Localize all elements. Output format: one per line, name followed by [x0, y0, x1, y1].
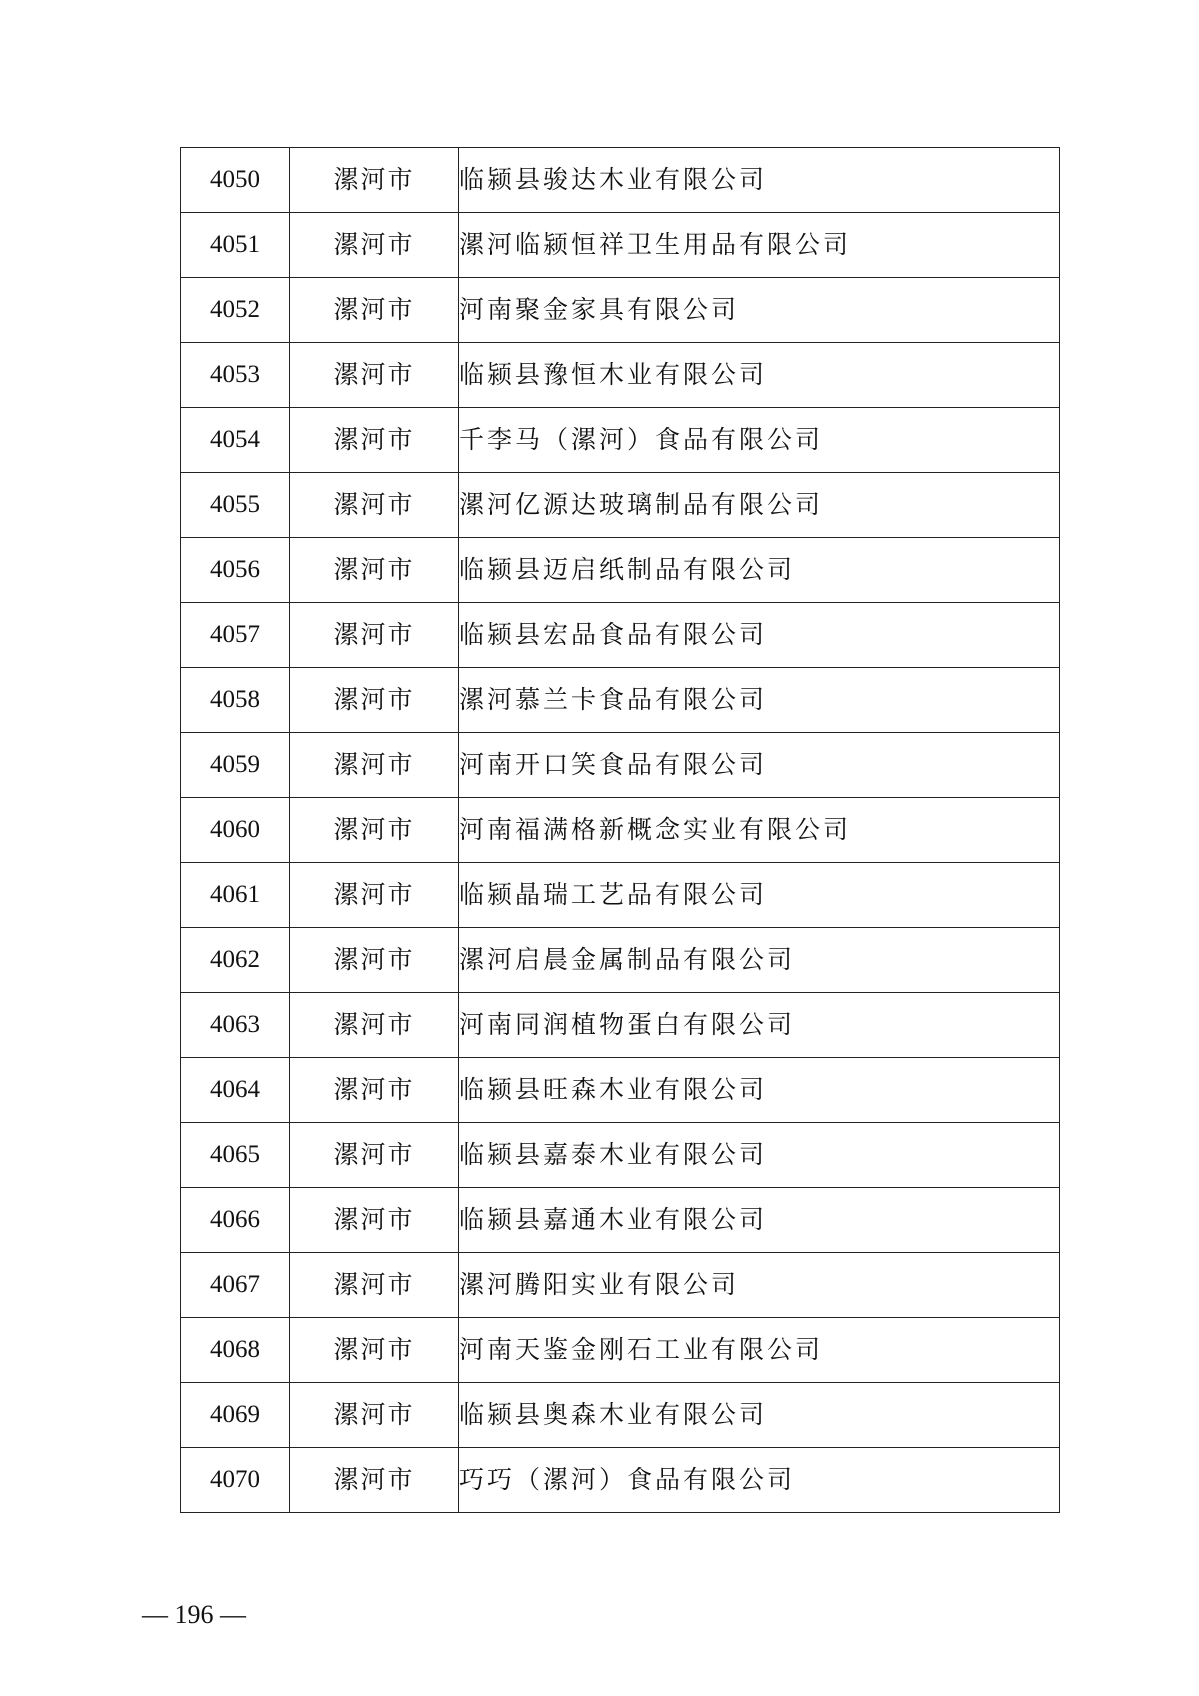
row-number: 4050 [181, 148, 290, 213]
company-list-table [180, 147, 1060, 1513]
row-company-name: 河南同润植物蛋白有限公司 [459, 993, 1060, 1058]
row-company-name: 临颍县嘉通木业有限公司 [459, 1188, 1060, 1253]
row-city: 漯河市 [290, 473, 459, 538]
row-city: 漯河市 [290, 538, 459, 603]
row-city: 漯河市 [290, 1448, 459, 1513]
row-company-name: 漯河临颍恒祥卫生用品有限公司 [459, 213, 1060, 278]
row-company-name: 漯河慕兰卡食品有限公司 [459, 668, 1060, 733]
table-row [181, 538, 1060, 603]
row-city: 漯河市 [290, 1188, 459, 1253]
row-city: 漯河市 [290, 993, 459, 1058]
table-row [181, 1383, 1060, 1448]
row-number: 4054 [181, 408, 290, 473]
table-row [181, 278, 1060, 343]
row-number: 4066 [181, 1188, 290, 1253]
row-company-name: 河南天鉴金刚石工业有限公司 [459, 1318, 1060, 1383]
table-row [181, 343, 1060, 408]
row-city: 漯河市 [290, 1123, 459, 1188]
row-company-name: 巧巧（漯河）食品有限公司 [459, 1448, 1060, 1513]
table-row [181, 668, 1060, 733]
row-number: 4055 [181, 473, 290, 538]
row-number: 4065 [181, 1123, 290, 1188]
row-company-name: 临颍县宏品食品有限公司 [459, 603, 1060, 668]
row-city: 漯河市 [290, 668, 459, 733]
table-row [181, 1188, 1060, 1253]
row-company-name: 临颍县豫恒木业有限公司 [459, 343, 1060, 408]
table-row [181, 1058, 1060, 1123]
row-number: 4063 [181, 993, 290, 1058]
row-number: 4053 [181, 343, 290, 408]
table-row [181, 928, 1060, 993]
table-row [181, 148, 1060, 213]
row-number: 4070 [181, 1448, 290, 1513]
row-company-name: 临颍县旺森木业有限公司 [459, 1058, 1060, 1123]
row-city: 漯河市 [290, 1253, 459, 1318]
row-company-name: 临颍县迈启纸制品有限公司 [459, 538, 1060, 603]
row-city: 漯河市 [290, 798, 459, 863]
table-row [181, 1448, 1060, 1513]
table-row [181, 473, 1060, 538]
row-company-name: 千李马（漯河）食品有限公司 [459, 408, 1060, 473]
page-number: — 196 — [142, 1600, 246, 1629]
table-row [181, 798, 1060, 863]
row-city: 漯河市 [290, 408, 459, 473]
row-company-name: 临颍晶瑞工艺品有限公司 [459, 863, 1060, 928]
row-number: 4058 [181, 668, 290, 733]
row-city: 漯河市 [290, 603, 459, 668]
row-city: 漯河市 [290, 213, 459, 278]
row-company-name: 漯河腾阳实业有限公司 [459, 1253, 1060, 1318]
row-company-name: 漯河亿源达玻璃制品有限公司 [459, 473, 1060, 538]
row-city: 漯河市 [290, 863, 459, 928]
row-number: 4057 [181, 603, 290, 668]
table-row [181, 993, 1060, 1058]
row-city: 漯河市 [290, 1383, 459, 1448]
row-number: 4064 [181, 1058, 290, 1123]
row-company-name: 临颍县嘉泰木业有限公司 [459, 1123, 1060, 1188]
table-body [181, 148, 1060, 1513]
row-number: 4056 [181, 538, 290, 603]
row-number: 4061 [181, 863, 290, 928]
table-row [181, 1253, 1060, 1318]
row-city: 漯河市 [290, 928, 459, 993]
table-row [181, 603, 1060, 668]
row-company-name: 河南聚金家具有限公司 [459, 278, 1060, 343]
row-city: 漯河市 [290, 733, 459, 798]
row-company-name: 临颍县奥森木业有限公司 [459, 1383, 1060, 1448]
table-row [181, 863, 1060, 928]
row-city: 漯河市 [290, 278, 459, 343]
row-number: 4059 [181, 733, 290, 798]
row-number: 4052 [181, 278, 290, 343]
row-number: 4060 [181, 798, 290, 863]
row-number: 4062 [181, 928, 290, 993]
row-city: 漯河市 [290, 1318, 459, 1383]
table-row [181, 1123, 1060, 1188]
row-number: 4069 [181, 1383, 290, 1448]
table-row [181, 408, 1060, 473]
row-number: 4068 [181, 1318, 290, 1383]
row-city: 漯河市 [290, 1058, 459, 1123]
row-company-name: 河南福满格新概念实业有限公司 [459, 798, 1060, 863]
row-number: 4067 [181, 1253, 290, 1318]
table-row [181, 733, 1060, 798]
row-number: 4051 [181, 213, 290, 278]
row-city: 漯河市 [290, 343, 459, 408]
row-city: 漯河市 [290, 148, 459, 213]
row-company-name: 临颍县骏达木业有限公司 [459, 148, 1060, 213]
table-row [181, 213, 1060, 278]
row-company-name: 河南开口笑食品有限公司 [459, 733, 1060, 798]
row-company-name: 漯河启晨金属制品有限公司 [459, 928, 1060, 993]
table-row [181, 1318, 1060, 1383]
